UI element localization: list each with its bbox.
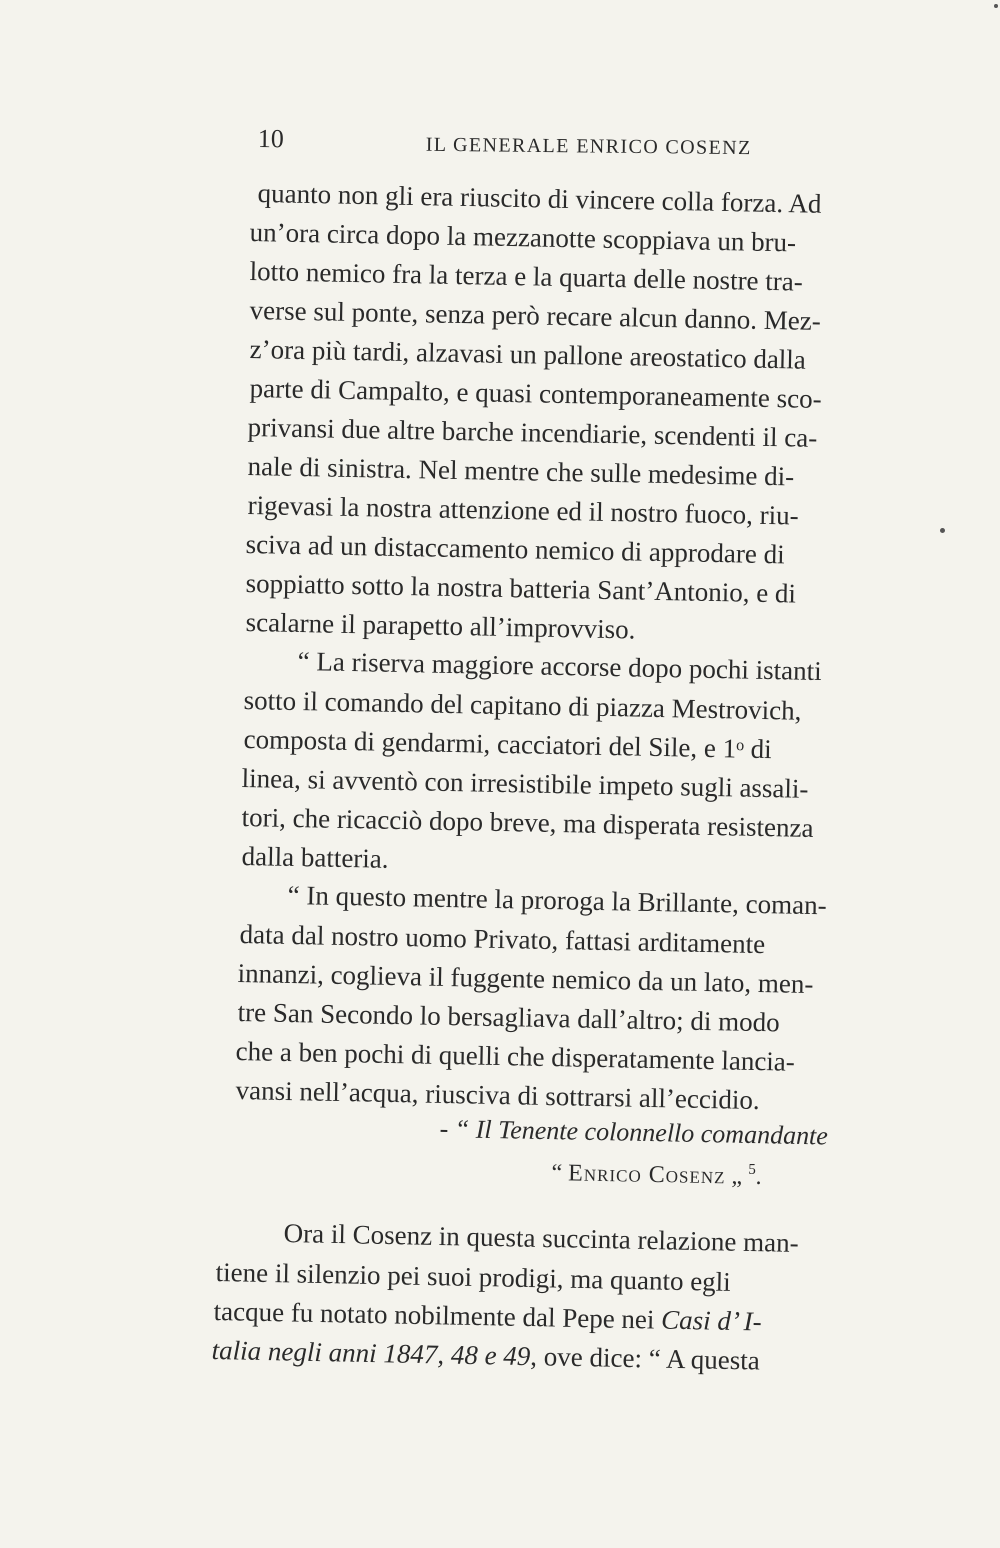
text-line: vansi nell’acqua, riusciva di sottrarsi all’eccidio.: [235, 1074, 760, 1116]
text-line: “ La riserva maggiore accorse dopo pochi istanti: [297, 645, 822, 687]
text-line: z’ora più tardi, alzavasi un pallone areostatico dalla: [249, 333, 807, 375]
main-text: [0, 176, 1000, 1376]
text-line: composta di gendarmi, cacciatori del Sile, e 1ᵒ di: [243, 723, 772, 765]
text-line: un’ora circa dopo la mezzanotte scoppiava un bru-: [249, 216, 797, 258]
text-line: linea, si avventò con irresistibile impeto sugli assali-: [241, 762, 809, 804]
text-run: tacque fu notato nobilmente dal Pepe nei: [213, 1295, 662, 1335]
signature-close-quote: „: [725, 1163, 749, 1190]
text-line: lotto nemico fra la terza e la quarta delle nostre tra-: [249, 255, 804, 297]
text-line: quanto non gli era riuscito di vincere colla forza. Ad: [257, 177, 822, 219]
footnote-marker: 5: [748, 1161, 756, 1178]
text-line: sciva ad un distaccamento nemico di approdare di: [245, 528, 785, 570]
paper-speck: [940, 528, 945, 533]
text-line: soppiatto sotto la nostra batteria Sant’Antonio, e di: [245, 567, 797, 609]
text-line: [213, 1294, 762, 1339]
text-line: tori, che ricacciò dopo breve, ma disperata resistenza: [241, 801, 814, 843]
text-line: che a ben pochi di quelli che disperatamente lancia-: [235, 1035, 796, 1077]
text-line: tiene il silenzio pei suoi prodigi, ma quanto egli: [215, 1256, 732, 1297]
text-line: parte di Campalto, e quasi contemporaneamente sco-: [249, 372, 822, 414]
text-line: sotto il comando del capitano di piazza Mestrovich,: [243, 684, 802, 726]
text-line: data dal nostro uomo Privato, fattasi arditamente: [239, 918, 766, 960]
book-title-part: Casi d’ I-: [660, 1304, 762, 1337]
text-line: “ In questo mentre la proroga la Brillante, coman-: [287, 879, 827, 921]
page-header: [258, 124, 758, 169]
text-line: rigevasi la nostra attenzione ed il nostro fuoco, riu-: [247, 489, 799, 531]
text-line: dalla batteria.: [241, 840, 389, 874]
text-line: privansi due altre barche incendiarie, scendenti il ca-: [247, 411, 818, 453]
signature-open-quote: “: [551, 1159, 569, 1187]
signature-name-line: [551, 1149, 762, 1194]
running-head: IL GENERALE ENRICO COSENZ: [425, 133, 752, 160]
text-line: nale di sinistra. Nel mentre che sulle medesime di-: [247, 450, 795, 492]
book-title-part: talia negli anni 1847, 48 e 49: [211, 1334, 531, 1372]
paper-speck: [994, 4, 998, 8]
signature-title: - “ Il Tenente colonnello comandante: [439, 1113, 829, 1151]
text-line: tre San Secondo lo bersagliava dall’altro; di modo: [237, 996, 780, 1038]
text-line: Ora il Cosenz in questa succinta relazione man-: [283, 1217, 799, 1258]
signature-name: Enrico Cosenz: [567, 1160, 726, 1190]
text-line: [211, 1333, 760, 1378]
text-line: verse sul ponte, senza però recare alcun danno. Mez-: [249, 294, 822, 336]
signature-end: .: [755, 1163, 762, 1191]
text-run: , ove dice: “ A questa: [530, 1341, 761, 1376]
text-line: scalarne il parapetto all’improvviso.: [245, 606, 636, 645]
page-number: 10: [257, 124, 284, 154]
text-line: innanzi, coglieva il fuggente nemico da un lato, men-: [237, 957, 814, 1000]
